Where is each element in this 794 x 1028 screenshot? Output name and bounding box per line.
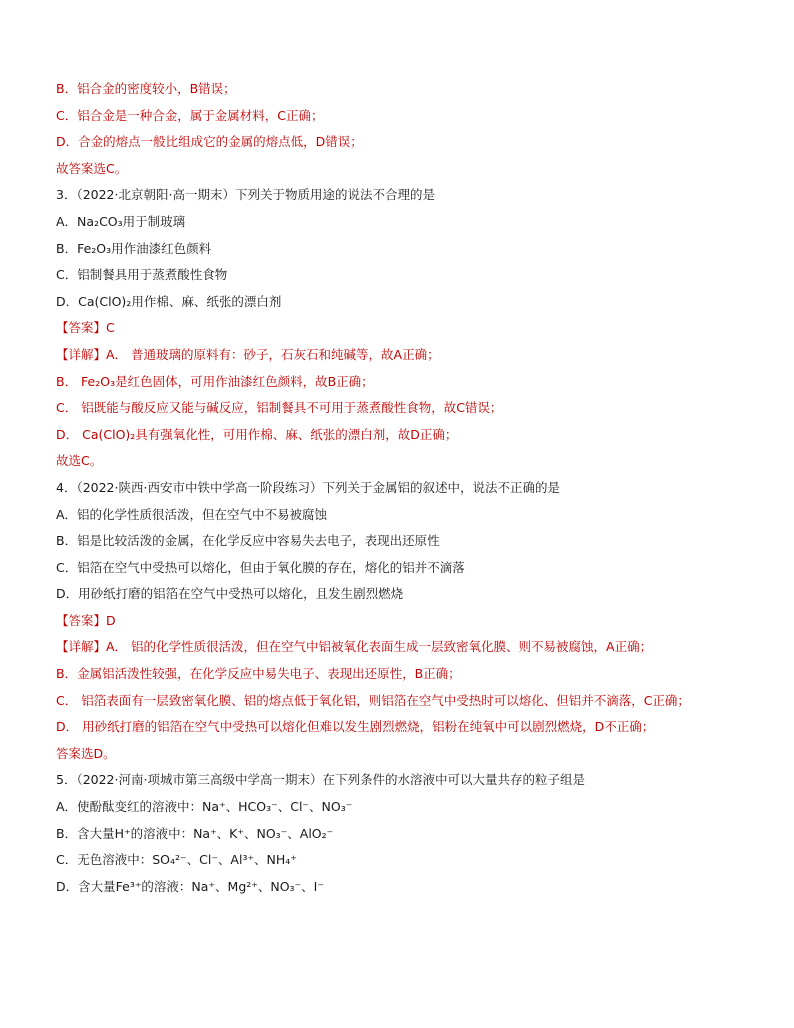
question-3-answer: 【答案】C [56, 320, 115, 336]
answer-conclusion: 故答案选C。 [56, 160, 128, 176]
question-3-explain-a: 【详解】A． 普通玻璃的原料有：砂子，石灰石和纯碱等，故A正确； [56, 346, 440, 362]
answer-line-b: B．铝合金的密度较小，B错误； [56, 81, 236, 96]
question-4-option-d: D．用砂纸打磨的铝箔在空气中受热可以熔化，且发生剧烈燃烧 [56, 586, 404, 602]
question-3-option-a: A．Na₂CO₃用于制玻璃 [56, 213, 186, 229]
question-4-option-a: A．铝的化学性质很活泼，但在空气中不易被腐蚀 [56, 506, 328, 522]
question-4-conclusion: 答案选D。 [56, 745, 116, 761]
question-5-option-c: C．无色溶液中：SO₄²⁻、Cl⁻、Al³⁺、NH₄⁺ [56, 852, 297, 868]
question-3-option-c: C．铝制餐具用于蒸煮酸性食物 [56, 267, 228, 283]
question-4-answer: 【答案】D [56, 612, 116, 628]
question-5-option-d: D．含大量Fe³⁺的溶液：Na⁺、Mg²⁺、NO₃⁻、I⁻ [56, 878, 324, 894]
question-3-option-d: D．Ca(ClO)₂用作棉、麻、纸张的漂白剂 [56, 293, 282, 309]
question-4-explain-b: B．金属铝活泼性较强，在化学反应中易失电子、表现出还原性，B正确； [56, 666, 461, 682]
answer-line-d: D．合金的熔点一般比组成它的金属的熔点低，D错误； [56, 134, 363, 150]
question-3-conclusion: 故选C。 [56, 453, 103, 469]
question-5-option-a: A．使酚酞变红的溶液中：Na⁺、HCO₃⁻、Cl⁻、NO₃⁻ [56, 799, 353, 815]
question-5-stem: 5．（2022·河南·项城市第三高级中学高一期末）在下列条件的水溶液中可以大量共存的粒子组是 [56, 772, 585, 788]
question-3-stem: 3．（2022·北京朝阳·高一期末）下列关于物质用途的说法不合理的是 [56, 187, 435, 203]
question-4-explain-d: D． 用砂纸打磨的铝箔在空气中受热可以熔化但难以发生剧烈燃烧，铝粉在纯氧中可以剧烈燃烧，D不正确； [56, 719, 655, 735]
question-3-explain-b: B． Fe₂O₃是红色固体，可用作油漆红色颜料，故B正确； [56, 373, 374, 389]
question-4-option-b: B．铝是比较活泼的金属，在化学反应中容易失去电子，表现出还原性 [56, 533, 440, 549]
question-3-explain-d: D． Ca(ClO)₂具有强氧化性，可用作棉、麻、纸张的漂白剂，故D正确； [56, 426, 458, 442]
answer-line-c: C．铝合金是一种合金，属于金属材料，C正确； [56, 107, 324, 123]
question-3-option-b: B．Fe₂O₃用作油漆红色颜料 [56, 240, 212, 256]
question-4-stem: 4．（2022·陕西·西安市中铁中学高一阶段练习）下列关于金属铝的叙述中，说法不正确的是 [56, 479, 560, 495]
question-5-option-b: B．含大量H⁺的溶液中：Na⁺、K⁺、NO₃⁻、AlO₂⁻ [56, 825, 334, 841]
document-page [56, 76, 746, 900]
question-3-explain-c: C． 铝既能与酸反应又能与碱反应，铝制餐具不可用于蒸煮酸性食物，故C错误； [56, 400, 503, 416]
question-4-explain-c: C． 铝箔表面有一层致密氧化膜、铝的熔点低于氧化铝，则铝箔在空气中受热时可以熔化、但铝并不滴落，C正确； [56, 692, 690, 708]
question-4-option-c: C．铝箔在空气中受热可以熔化，但由于氧化膜的存在，熔化的铝并不滴落 [56, 559, 465, 575]
question-4-explain-a: 【详解】A． 铝的化学性质很活泼，但在空气中铝被氧化表面生成一层致密氧化膜、则不易被腐蚀，A正确； [56, 639, 653, 655]
